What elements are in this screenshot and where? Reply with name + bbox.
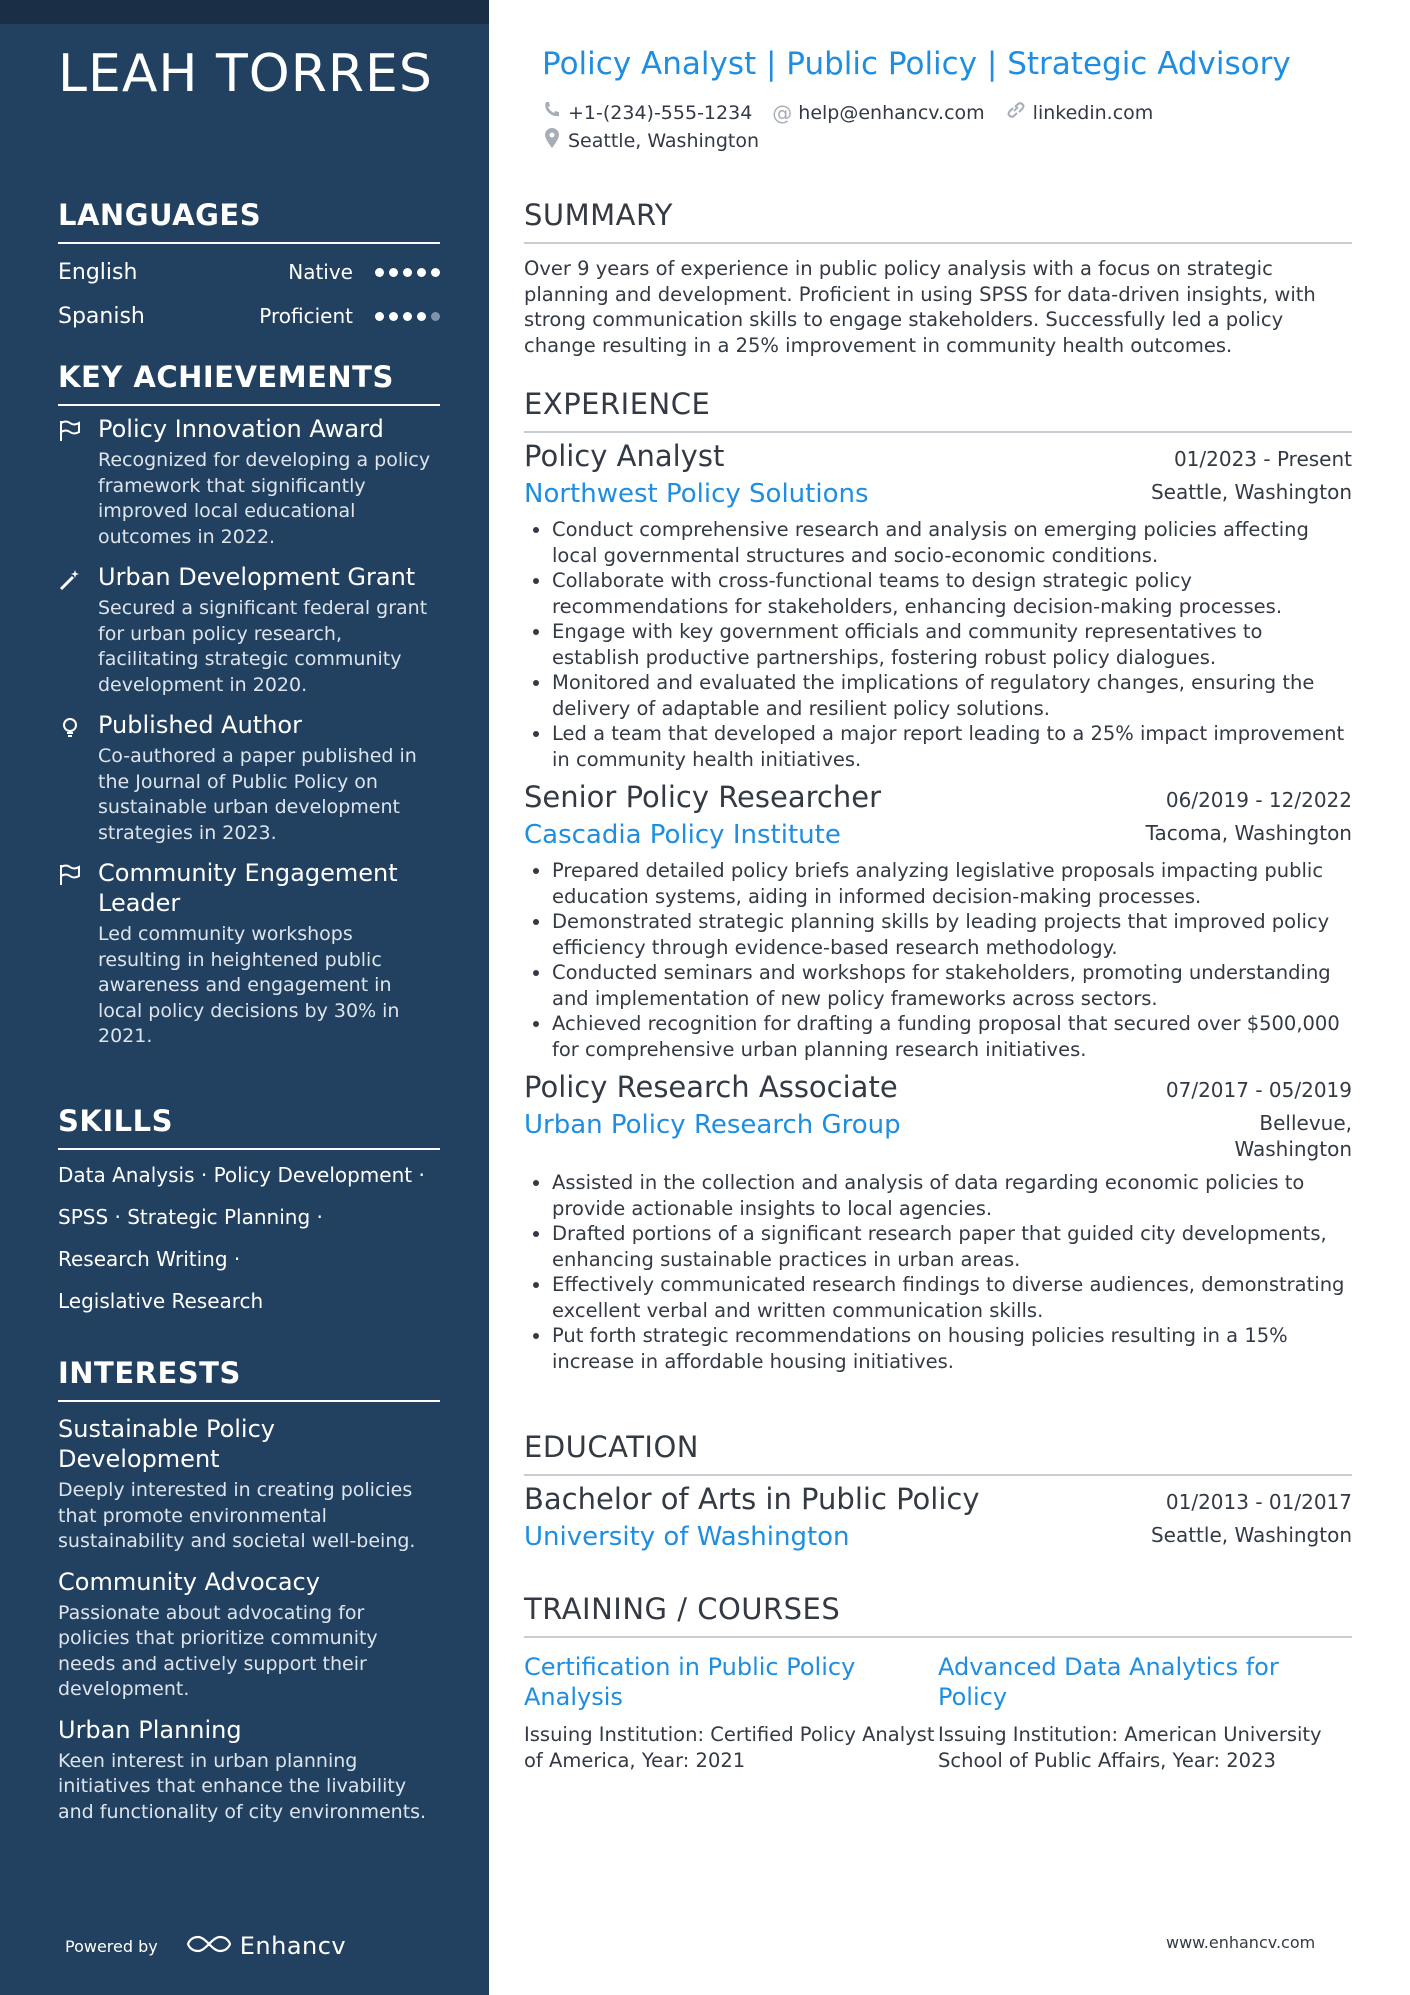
achievement-title: Published Author (98, 711, 302, 739)
education-location: Seattle, Washington (1150, 1523, 1352, 1547)
job-bullet: • Conduct comprehensive research and analysis on emerging policies affecting local governmental structures and socio-economic conditions. (552, 517, 1352, 568)
course-item (938, 1652, 1352, 1773)
contact-location (542, 127, 759, 154)
contact-email[interactable] (772, 101, 984, 125)
achievement-item (58, 858, 440, 1050)
interest-description: Deeply interested in creating policies that promote environmental sustainability and societal well-being. (58, 1479, 416, 1552)
job-bullet: • Monitored and evaluated the implications of regulatory changes, ensuring the delivery of adaptable and resilient policy solutions. (552, 670, 1352, 721)
linkedin-text: linkedin.com (1032, 101, 1154, 124)
job-title: Policy Research Associate (524, 1070, 898, 1104)
job-bullet: • Drafted portions of a significant research paper that guided city developments, enhancing sustainable practices in urban areas. (552, 1221, 1352, 1272)
job-bullet: • Prepared detailed policy briefs analyzing legislative proposals impacting public education systems, aiding in informed decision-making processes. (552, 858, 1352, 909)
skills-section (58, 1104, 440, 1322)
education-date: 01/2013 - 01/2017 (1165, 1490, 1352, 1514)
skill-line: Legislative Research (58, 1289, 264, 1313)
job-bullet: • Led a team that developed a major report leading to a 25% impact improvement in community health initiatives. (552, 721, 1352, 772)
language-name: Spanish (58, 303, 145, 329)
achievements-section (58, 360, 440, 1050)
language-level: Proficient (259, 304, 353, 328)
language-level: Native (288, 260, 353, 284)
job-entry (524, 1070, 1352, 1374)
languages-section (58, 198, 440, 338)
summary-text: Over 9 years of experience in public policy analysis with a focus on strategic planning and development. Proficient in using SPSS for data-driven insights, with strong communication skills to engage stakeholders. Successfully led a policy change resulting in a 25% improvement in community health outcomes. (524, 257, 1316, 357)
course-description: Issuing Institution: Certified Policy Analyst of America, Year: 2021 (524, 1723, 935, 1772)
brand-name: Enhancv (239, 1932, 347, 1960)
job-date: 07/2017 - 05/2019 (1165, 1078, 1352, 1102)
flag-icon (58, 858, 98, 1050)
education-section (524, 1430, 1352, 1552)
job-bullet: • Assisted in the collection and analysis of data regarding economic policies to provide actionable insights to local agencies. (552, 1170, 1352, 1221)
location-pin-icon (542, 127, 568, 154)
email-text: help@enhancv.com (798, 101, 985, 124)
job-location-line: Bellevue, (1259, 1111, 1352, 1135)
interest-title: Urban Planning (58, 1715, 242, 1744)
powered-by-label: Powered by (65, 1936, 158, 1956)
skills-title: SKILLS (58, 1104, 440, 1150)
course-title: Certification in Public Policy Analysis (524, 1653, 856, 1711)
achievements-title: KEY ACHIEVEMENTS (58, 360, 440, 406)
achievement-description: Recognized for developing a policy framework that significantly improved local educational outcomes in 2022. (98, 449, 431, 548)
contact-linkedin[interactable] (1005, 100, 1154, 125)
achievement-description: Secured a significant federal grant for urban policy research, facilitating strategic community development in 2020. (98, 597, 428, 696)
achievement-description: Co-authored a paper published in the Journal of Public Policy on sustainable urban development strategies in 2023. (98, 745, 417, 844)
interest-description: Keen interest in urban planning initiatives that enhance the livability and functionality of city environments. (58, 1749, 427, 1823)
experience-section (524, 387, 1352, 1374)
job-date: 01/2023 - Present (1173, 447, 1352, 471)
skill-line: Research Writing · (58, 1247, 241, 1271)
school-name: University of Washington (524, 1522, 850, 1552)
skill-line: SPSS · Strategic Planning · (58, 1205, 323, 1229)
achievement-title: Urban Development Grant (98, 563, 416, 591)
job-bullet: • Demonstrated strategic planning skills by leading projects that improved policy efficiency through evidence-based research methodology. (552, 909, 1352, 960)
achievement-title: Policy Innovation Award (98, 415, 384, 443)
phone-text: +1-(234)-555-1234 (568, 101, 753, 124)
contact-location-row (542, 127, 779, 154)
powered-by (65, 1932, 346, 1960)
achievement-item (58, 562, 440, 698)
training-section (524, 1592, 1352, 1773)
job-entry (524, 780, 1352, 1062)
job-location: Tacoma, Washington (1145, 821, 1352, 845)
achievement-description: Led community workshops resulting in heightened public awareness and engagement in local policy decisions by 30% in 2021. (98, 923, 400, 1047)
language-proficiency-dots (375, 268, 440, 277)
contact-row (542, 100, 1173, 125)
magic-wand-icon (58, 562, 98, 698)
interest-title: Sustainable Policy Development (58, 1415, 275, 1473)
language-name: English (58, 259, 138, 285)
language-row (58, 250, 440, 294)
language-proficiency-dots (375, 312, 440, 321)
job-bullet: • Collaborate with cross-functional teams to design strategic policy recommendations for stakeholders, enhancing decision-making processes. (552, 568, 1352, 619)
company-name: Northwest Policy Solutions (524, 479, 869, 509)
at-icon: @ (772, 100, 793, 125)
interests-title: INTERESTS (58, 1356, 440, 1402)
education-entry (524, 1482, 1352, 1552)
contact-phone[interactable] (542, 100, 752, 125)
interests-section (58, 1356, 440, 1825)
job-bullets (524, 858, 1352, 1062)
job-entry (524, 439, 1352, 772)
enhancv-logo-icon (186, 1933, 232, 1959)
achievement-item (58, 710, 440, 846)
job-bullet: • Put forth strategic recommendations on housing policies resulting in a 15% increase in affordable housing initiatives. (552, 1323, 1352, 1374)
job-bullet: • Effectively communicated research findings to diverse audiences, demonstrating excellent verbal and written communication skills. (552, 1272, 1352, 1323)
sidebar-top-bar (0, 0, 489, 24)
job-title: Policy Analyst (524, 439, 725, 473)
company-name: Cascadia Policy Institute (524, 820, 841, 850)
company-name: Urban Policy Research Group (524, 1110, 901, 1140)
training-title: TRAINING / COURSES (524, 1592, 1352, 1638)
job-location (1234, 1110, 1352, 1162)
phone-icon (542, 100, 568, 125)
language-row (58, 294, 440, 338)
footer-url[interactable]: www.enhancv.com (1166, 1933, 1316, 1952)
headline: Policy Analyst | Public Policy | Strategic Advisory (542, 46, 1291, 82)
job-title: Senior Policy Researcher (524, 780, 881, 814)
summary-title: SUMMARY (524, 198, 1352, 244)
candidate-name: LEAH TORRES (58, 44, 433, 104)
education-title: EDUCATION (524, 1430, 1352, 1476)
course-item (524, 1652, 938, 1773)
job-bullets (524, 517, 1352, 772)
job-bullet: • Conducted seminars and workshops for stakeholders, promoting understanding and implementation of new policy frameworks across sectors. (552, 960, 1352, 1011)
interest-title: Community Advocacy (58, 1567, 320, 1596)
job-bullets (524, 1170, 1352, 1374)
job-bullet: • Achieved recognition for drafting a funding proposal that secured over $500,000 for comprehensive urban planning research initiatives. (552, 1011, 1352, 1062)
location-text: Seattle, Washington (568, 129, 759, 152)
skill-line: Data Analysis · Policy Development · (58, 1163, 425, 1187)
course-description: Issuing Institution: American University School of Public Affairs, Year: 2023 (938, 1723, 1322, 1772)
job-location-line: Washington (1234, 1137, 1352, 1161)
achievement-title: Community Engagement Leader (98, 859, 398, 917)
course-title: Advanced Data Analytics for Policy (938, 1653, 1279, 1711)
sidebar (0, 0, 489, 1995)
languages-title: LANGUAGES (58, 198, 440, 244)
achievement-item (58, 414, 440, 550)
job-location: Seattle, Washington (1150, 480, 1352, 504)
link-icon (1005, 100, 1033, 125)
degree: Bachelor of Arts in Public Policy (524, 1482, 980, 1516)
job-date: 06/2019 - 12/2022 (1165, 788, 1352, 812)
flag-icon (58, 414, 98, 550)
summary-section (524, 198, 1352, 358)
interest-description: Passionate about advocating for policies that prioritize community needs and actively support their development. (58, 1601, 378, 1700)
job-bullet: • Engage with key government officials and community representatives to establish productive partnerships, fostering robust policy dialogues. (552, 619, 1352, 670)
experience-title: EXPERIENCE (524, 387, 1352, 433)
lightbulb-icon (58, 710, 98, 846)
